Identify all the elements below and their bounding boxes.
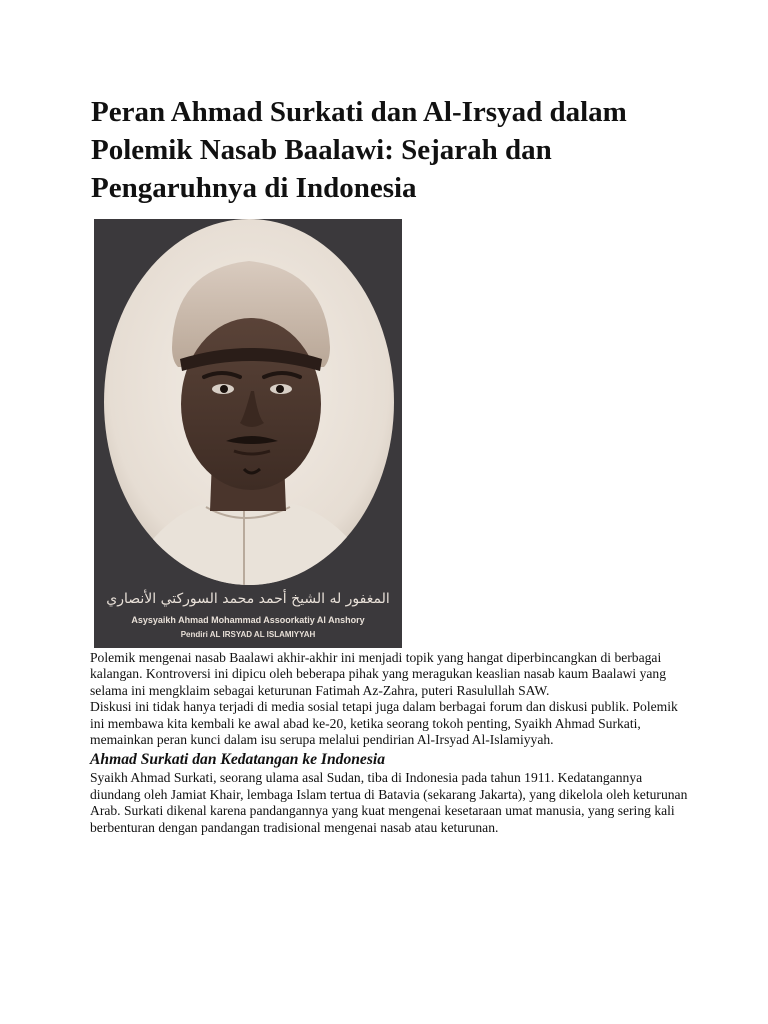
article-body [90,650,690,836]
section-heading: Ahmad Surkati dan Kedatangan ke Indonesia [90,751,386,769]
article-title: Peran Ahmad Surkati dan Al-Irsyad dalam Polemik Nasab Baalawi: Sejarah dan Pengaruhnya di Indonesia [91,96,627,204]
paragraph-2: Diskusi ini tidak hanya terjadi di media sosial tetapi juga dalam berbagai forum dan diskusi publik. Polemik ini membawa kita kembali ke awal abad ke-20, ketika seorang tokoh penting, Syaikh Ahmad Surkati, memainkan peran kunci dalam isu serupa melalui pendirian Al-Irsyad Al-Islamiyyah. [90,699,678,748]
section-paragraph-1: Syaikh Ahmad Surkati, seorang ulama asal Sudan, tiba di Indonesia pada tahun 1911. Kedatangannya diundang oleh Jamiat Khair, lembaga Islam tertua di Batavia (sekarang Jakarta), yang dikelola oleh keturunan Arab. Surkati dikenal karena pandangannya yang kuat mengenai kesetaraan umat manusia, yang sering kali berbenturan dengan pandangan tradisional mengenai nasab atau keturunan. [90,770,688,835]
photo-caption-role: Pendiri AL IRSYAD AL ISLAMIYYAH [180,630,316,639]
portrait-photo [94,219,402,648]
photo-arabic-caption: المغفور له الشيخ أحمد محمد السوركتي الأنصاري [106,591,390,607]
paragraph-1: Polemik mengenai nasab Baalawi akhir-akhir ini menjadi topik yang hangat diperbincangkan di berbagai kalangan. Kontroversi ini dipicu oleh beberapa pihak yang meragukan keaslian nasab kaum Baalawi yang selama ini mengklaim sebagai keturunan Fatimah Az-Zahra, puteri Rasulullah SAW. [90,650,667,698]
photo-caption-name: Asysyaikh Ahmad Mohammad Assoorkatiy Al Anshory [131,615,365,625]
